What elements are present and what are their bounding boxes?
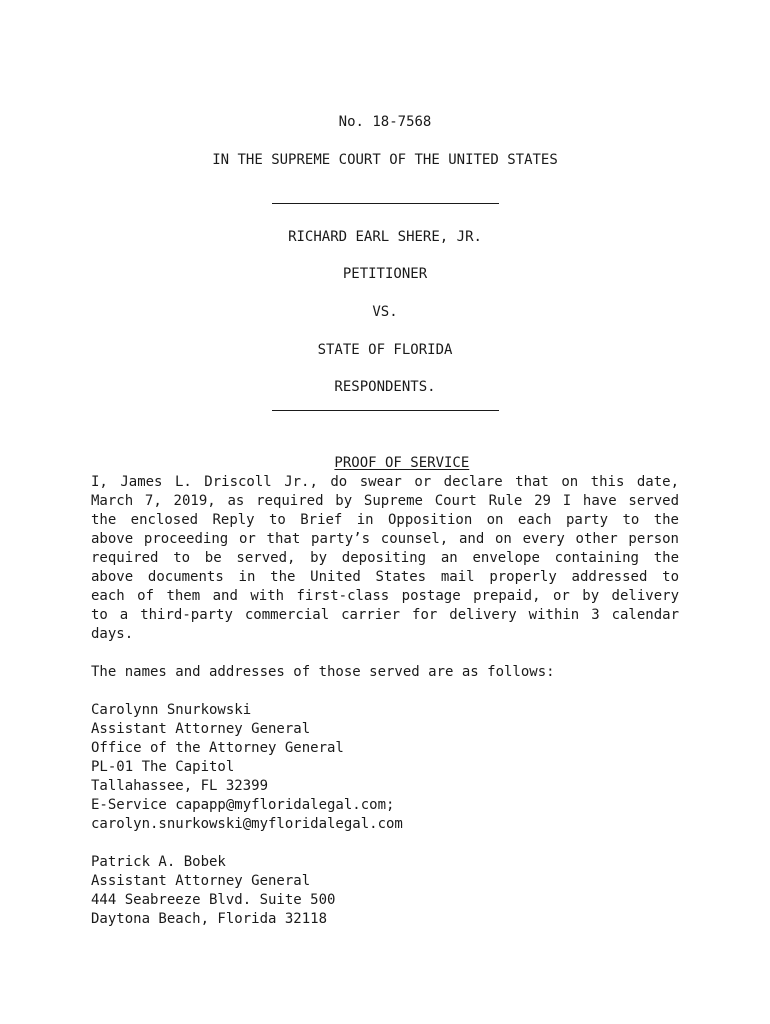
declaration-line: March 7, 2019, as required by Supreme Court Rule 29 I have served (91, 493, 679, 509)
recipient-email-line: carolyn.snurkowski@myfloridalegal.com (91, 816, 403, 832)
declaration-line: required to be served, by depositing an envelope containing the (91, 550, 679, 566)
declaration-paragraph (91, 473, 679, 644)
recipient-address-line: Assistant Attorney General (91, 873, 311, 889)
declaration-line: each of them and with first-class postage prepaid, or by delivery (91, 588, 679, 604)
case-number: No. 18-7568 (338, 114, 432, 130)
document-title-text: PROOF OF SERVICE (334, 455, 470, 471)
declaration-line: I, James L. Driscoll Jr., do swear or declare that on this date, (91, 474, 679, 490)
declaration-line: days. (91, 626, 134, 642)
respondent-name: STATE OF FLORIDA (317, 342, 453, 358)
declaration-line: the enclosed Reply to Brief in Opposition on each party to the (91, 512, 679, 528)
recipient-address-line: Office of the Attorney General (91, 740, 344, 756)
recipient-name: Carolynn Snurkowski (91, 702, 252, 718)
declaration-line: to a third-party commercial carrier for delivery within 3 calendar (91, 607, 679, 623)
recipient-address-block (91, 853, 335, 929)
respondent-role: RESPONDENTS. (334, 379, 436, 395)
recipient-address-block (91, 701, 403, 834)
recipient-address-line: Daytona Beach, Florida 32118 (91, 911, 328, 927)
caption-rule-top (272, 203, 499, 204)
versus: VS. (372, 304, 398, 320)
recipient-name: Patrick A. Bobek (91, 854, 226, 870)
recipient-address-line: PL-01 The Capitol (91, 759, 235, 775)
recipient-email-line: E-Service capapp@myfloridalegal.com; (91, 797, 395, 813)
declaration-line: above proceeding or that party’s counsel, and on every other person (91, 531, 679, 547)
court-name: IN THE SUPREME COURT OF THE UNITED STATES (212, 152, 558, 168)
petitioner-role: PETITIONER (342, 266, 428, 282)
recipient-address-line: 444 Seabreeze Blvd. Suite 500 (91, 892, 336, 908)
caption-rule-bottom (272, 410, 499, 411)
recipient-address-line: Assistant Attorney General (91, 721, 311, 737)
declaration-line: above documents in the United States mail properly addressed to (91, 569, 679, 585)
served-intro: The names and addresses of those served are as follows: (91, 664, 555, 680)
petitioner-name: RICHARD EARL SHERE, JR. (288, 229, 482, 245)
recipient-address-line: Tallahassee, FL 32399 (91, 778, 269, 794)
